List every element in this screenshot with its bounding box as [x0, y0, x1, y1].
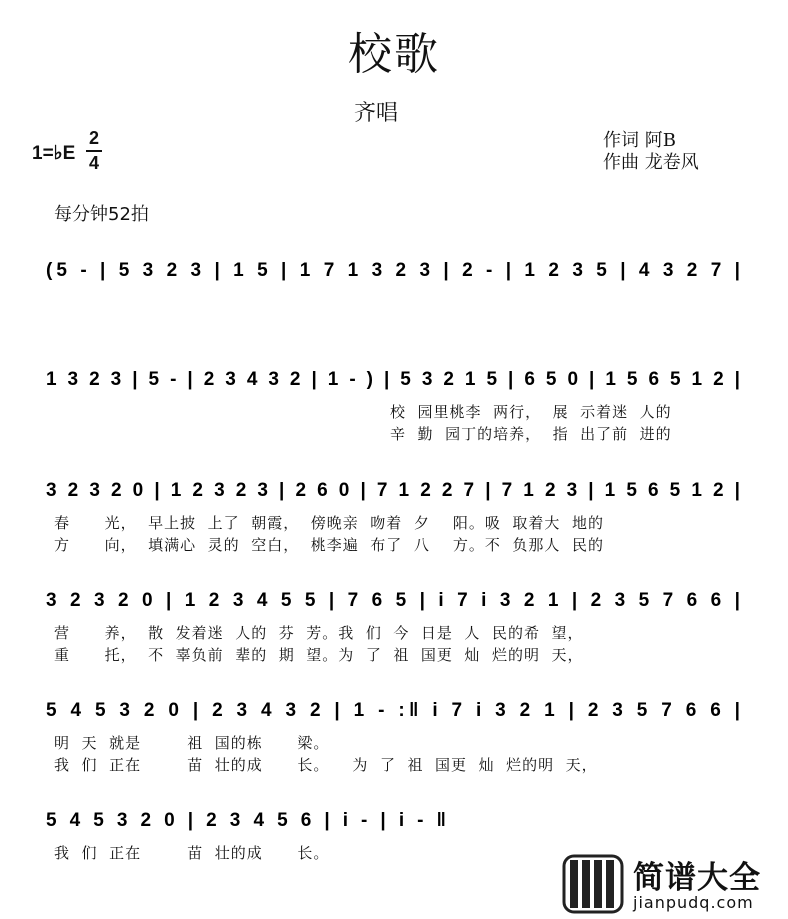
note-sequence: 1 3 2 3 | 5 - | 2 3 4 3 2 | 1 - ) | 5 3 2 1 5 | 6 5 0 | 1 5 6 5 1 2 | — [46, 369, 740, 390]
lyric-line: 我 们 正在 苗 壮的成 长。 — [54, 844, 330, 862]
lyricist-credit: 作词 阿B — [603, 130, 676, 151]
key-signature: 1=♭E — [32, 143, 76, 164]
score-title: 校歌 — [348, 29, 440, 80]
watermark-text: 简谱大全 — [633, 860, 761, 896]
note-sequence: 3 2 3 2 0 | 1 2 3 2 3 | 2 6 0 | 7 1 2 2 7 | 7 1 2 3 | 1 5 6 5 1 2 | — [46, 480, 741, 501]
lyric-line: 明 天 就是 祖 国的栋 梁。 — [54, 734, 330, 752]
note-sequence: 5 4 5 3 2 0 | 2 3 4 3 2 | 1 - :‖ i 7 i 3 2 1 | 2 3 5 7 6 6 | — [46, 700, 741, 721]
tempo-marking: 每分钟52拍 — [54, 204, 149, 225]
notation-line — [0, 456, 788, 516]
lyric-line: 营 养， 散 发着迷 人的 芬 芳。我 们 今 日是 人 民的希 望， — [54, 624, 584, 642]
lyric-line: 校 园里桃李 两行， 展 示着迷 人的 — [390, 403, 672, 421]
lyric-line: 我 们 正在 苗 壮的成 长。 为 了 祖 国更 灿 烂的明 天， — [54, 756, 598, 774]
lyric-line: 春 光， 早上披 上了 朝霞， 傍晚亲 吻着 夕 阳。吸 取着大 地的 — [54, 514, 604, 532]
time-signature-bottom: 4 — [88, 152, 99, 173]
performance-style: 齐唱 — [353, 101, 398, 126]
lyric-line: 方 向， 填满心 灵的 空白， 桃李遍 布了 八 方。不 负那人 民的 — [54, 536, 604, 554]
notation-line — [0, 345, 788, 405]
note-sequence: 3 2 3 2 0 | 1 2 3 4 5 5 | 7 6 5 | i 7 i 3 2 1 | 2 3 5 7 6 6 | — [46, 590, 740, 611]
notation-line — [0, 676, 788, 736]
time-signature — [86, 128, 102, 174]
notation-line — [0, 566, 788, 626]
watermark-url: jianpudq.com — [633, 893, 754, 912]
composer-credit: 作曲 龙卷风 — [603, 152, 699, 173]
notation-line — [0, 786, 788, 846]
notation-line — [0, 236, 788, 296]
time-signature-top: 2 — [88, 128, 99, 148]
lyric-line: 重 托， 不 辜负前 辈的 期 望。为 了 祖 国更 灿 烂的明 天， — [54, 646, 584, 664]
note-sequence: 5 4 5 3 2 0 | 2 3 4 5 6 | i - | i - ‖ — [46, 810, 446, 831]
lyric-line: 辛 勤 园丁的培养， 指 出了前 进的 — [390, 425, 672, 443]
note-sequence: (5 - | 5 3 2 3 | 1 5 | 1 7 1 3 2 3 | 2 - | 1 2 3 5 | 4 3 2 7 | — [46, 260, 740, 281]
